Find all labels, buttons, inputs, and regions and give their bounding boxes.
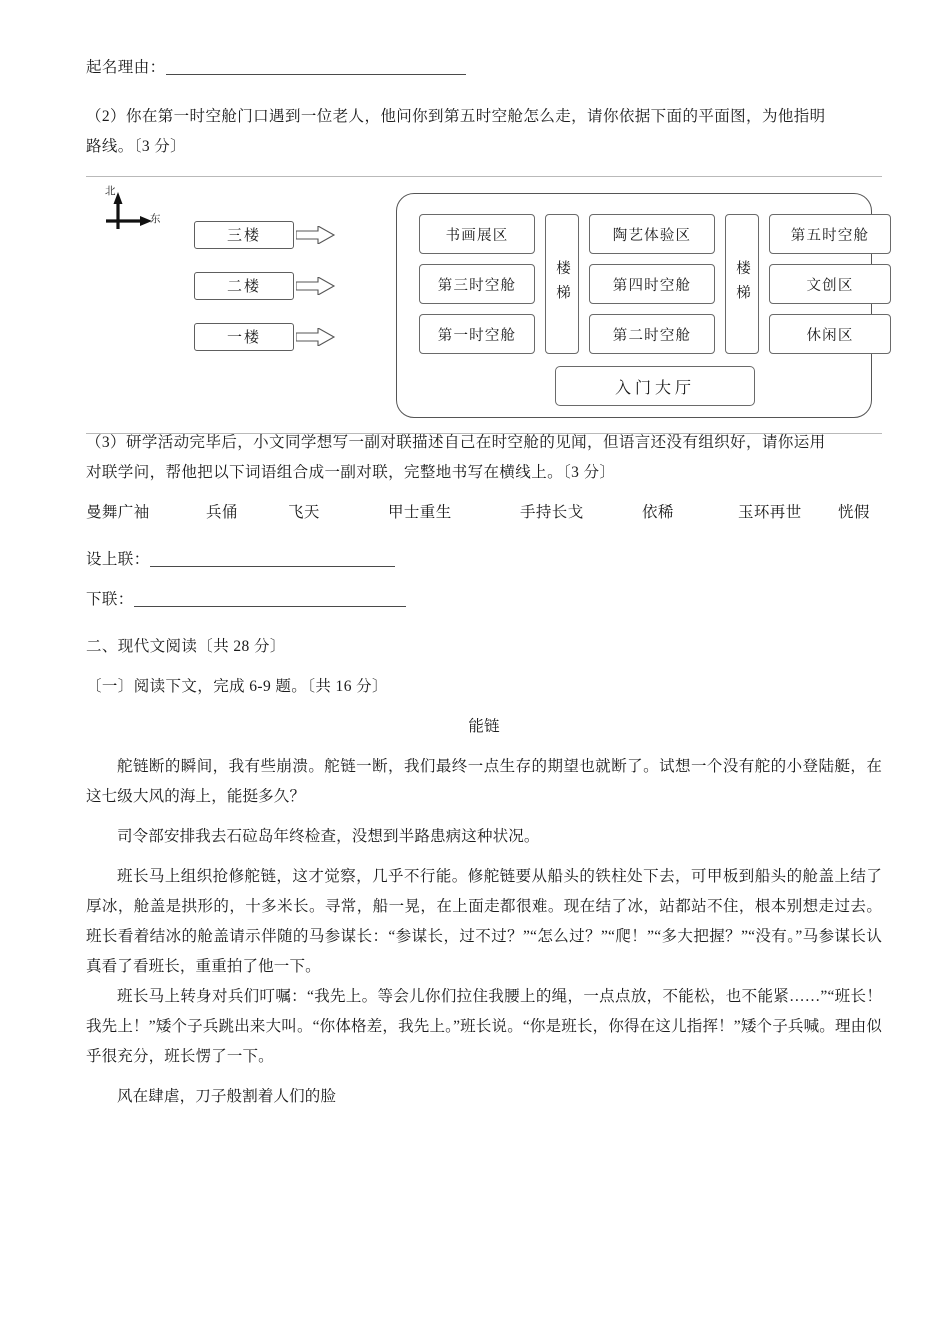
word-item: 曼舞广袖 xyxy=(86,504,150,521)
question-2-line1: （2）你在第一时空舱门口遇到一位老人，他问你到第五时空舱怎么走，请你依据下面的平面图，为他指明 xyxy=(86,108,826,125)
stairs-west-label: 楼梯 xyxy=(554,259,570,309)
word-item: 玉环再世 xyxy=(738,504,802,521)
article-paragraph-1: 舵链断的瞬间，我有些崩溃。舵链一断，我们最终一点生存的期望也就断了。试想一个没有舵的小登陆艇，在这七级大风的海上，能挺多久？ xyxy=(86,758,882,805)
question-3-line2: 对联学问，帮他把以下词语组合成一副对联，完整地书写在横线上。〔3 分〕 xyxy=(86,464,616,481)
shanglian-label: 设上联： xyxy=(86,551,150,568)
floor-box-1: 一楼 xyxy=(194,323,294,351)
room-capsule-3: 第三时空舱 xyxy=(419,264,535,304)
word-item: 甲士重生 xyxy=(388,504,452,521)
arrow-to-floor-2-icon xyxy=(296,277,336,295)
article-paragraph-4: 班长马上转身对兵们叮嘱：“我先上。等会儿你们拉住我腰上的绳，一点点放，不能松，也不能紧……”“班长！我先上！”矮个子兵跳出来大叫。“你体格差，我先上。”班长说。“你是班长，你得在这儿指挥！”矮个子兵喊。理由似乎很充分，班长愣了一下。 xyxy=(86,988,882,1065)
compass-north-label: 北 xyxy=(105,186,116,197)
xialian-row xyxy=(86,585,406,615)
section-2-heading: 二、现代文阅读〔共 28 分〕 xyxy=(86,638,286,655)
room-capsule-1: 第一时空舱 xyxy=(419,314,535,354)
article-paragraph-5: 风在肆虐，刀子般割着人们的脸 xyxy=(117,1088,337,1105)
room-capsule-5: 第五时空舱 xyxy=(769,214,891,254)
room-pottery-experience: 陶艺体验区 xyxy=(589,214,715,254)
naming-reason-row xyxy=(86,53,466,83)
room-calligraphy-exhibit: 书画展区 xyxy=(419,214,535,254)
word-item: 兵俑 xyxy=(206,504,238,521)
stairs-west xyxy=(545,214,579,354)
compass-east-label: 东 xyxy=(150,214,161,225)
naming-reason-label: 起名理由： xyxy=(86,59,166,76)
word-item: 恍假 xyxy=(838,504,870,521)
building-outline xyxy=(396,193,872,418)
xialian-blank[interactable] xyxy=(134,606,406,607)
article-paragraph-3: 班长马上组织抢修舵链，这才觉察，几乎不行能。修舵链要从船头的铁柱处下去，可甲板到船头的舱盖上结了厚冰，舱盖是拱形的，十多米长。寻常，船一晃，在上面走都很难。现在结了冰，站都站不住，根本别想走过去。班长看着结冰的舱盖请示伴随的马参谋长：“参谋长，过不过？”“怎么过？”“爬！”“多大把握？”“没有。”马参谋长认真看了看班长，重重拍了他一下。 xyxy=(86,868,882,975)
xialian-label: 下联： xyxy=(86,591,134,608)
article-paragraph-2: 司令部安排我去石砬岛年终检查，没想到半路患病这种状况。 xyxy=(117,828,540,845)
room-leisure: 休闲区 xyxy=(769,314,891,354)
stairs-east-label: 楼梯 xyxy=(734,259,750,309)
stairs-east xyxy=(725,214,759,354)
floor-plan-figure xyxy=(86,176,882,434)
compass-icon xyxy=(94,183,180,243)
floor-box-2: 二楼 xyxy=(194,272,294,300)
word-item: 依稀 xyxy=(642,504,674,521)
shanglian-blank[interactable] xyxy=(150,566,395,567)
word-item: 飞天 xyxy=(288,504,320,521)
word-item: 手持长戈 xyxy=(520,504,584,521)
article-title: 能链 xyxy=(468,718,500,735)
word-bank xyxy=(86,498,870,528)
question-2-line2: 路线。〔3 分〕 xyxy=(86,138,187,155)
naming-reason-blank[interactable] xyxy=(166,74,466,75)
floor-box-3: 三楼 xyxy=(194,221,294,249)
question-3-line1: （3）研学活动完毕后，小文同学想写一副对联描述自己在时空舱的见闻，但语言还没有组织好，请你运用 xyxy=(86,434,826,451)
section-2-subheading: 〔一〕阅读下文，完成 6-9 题。〔共 16 分〕 xyxy=(86,678,388,695)
room-capsule-2: 第二时空舱 xyxy=(589,314,715,354)
entrance-hall: 入门大厅 xyxy=(555,366,755,406)
shanglian-row xyxy=(86,545,395,575)
room-capsule-4: 第四时空舱 xyxy=(589,264,715,304)
arrow-to-floor-1-icon xyxy=(296,328,336,346)
room-cultural-creative: 文创区 xyxy=(769,264,891,304)
arrow-to-floor-3-icon xyxy=(296,226,336,244)
